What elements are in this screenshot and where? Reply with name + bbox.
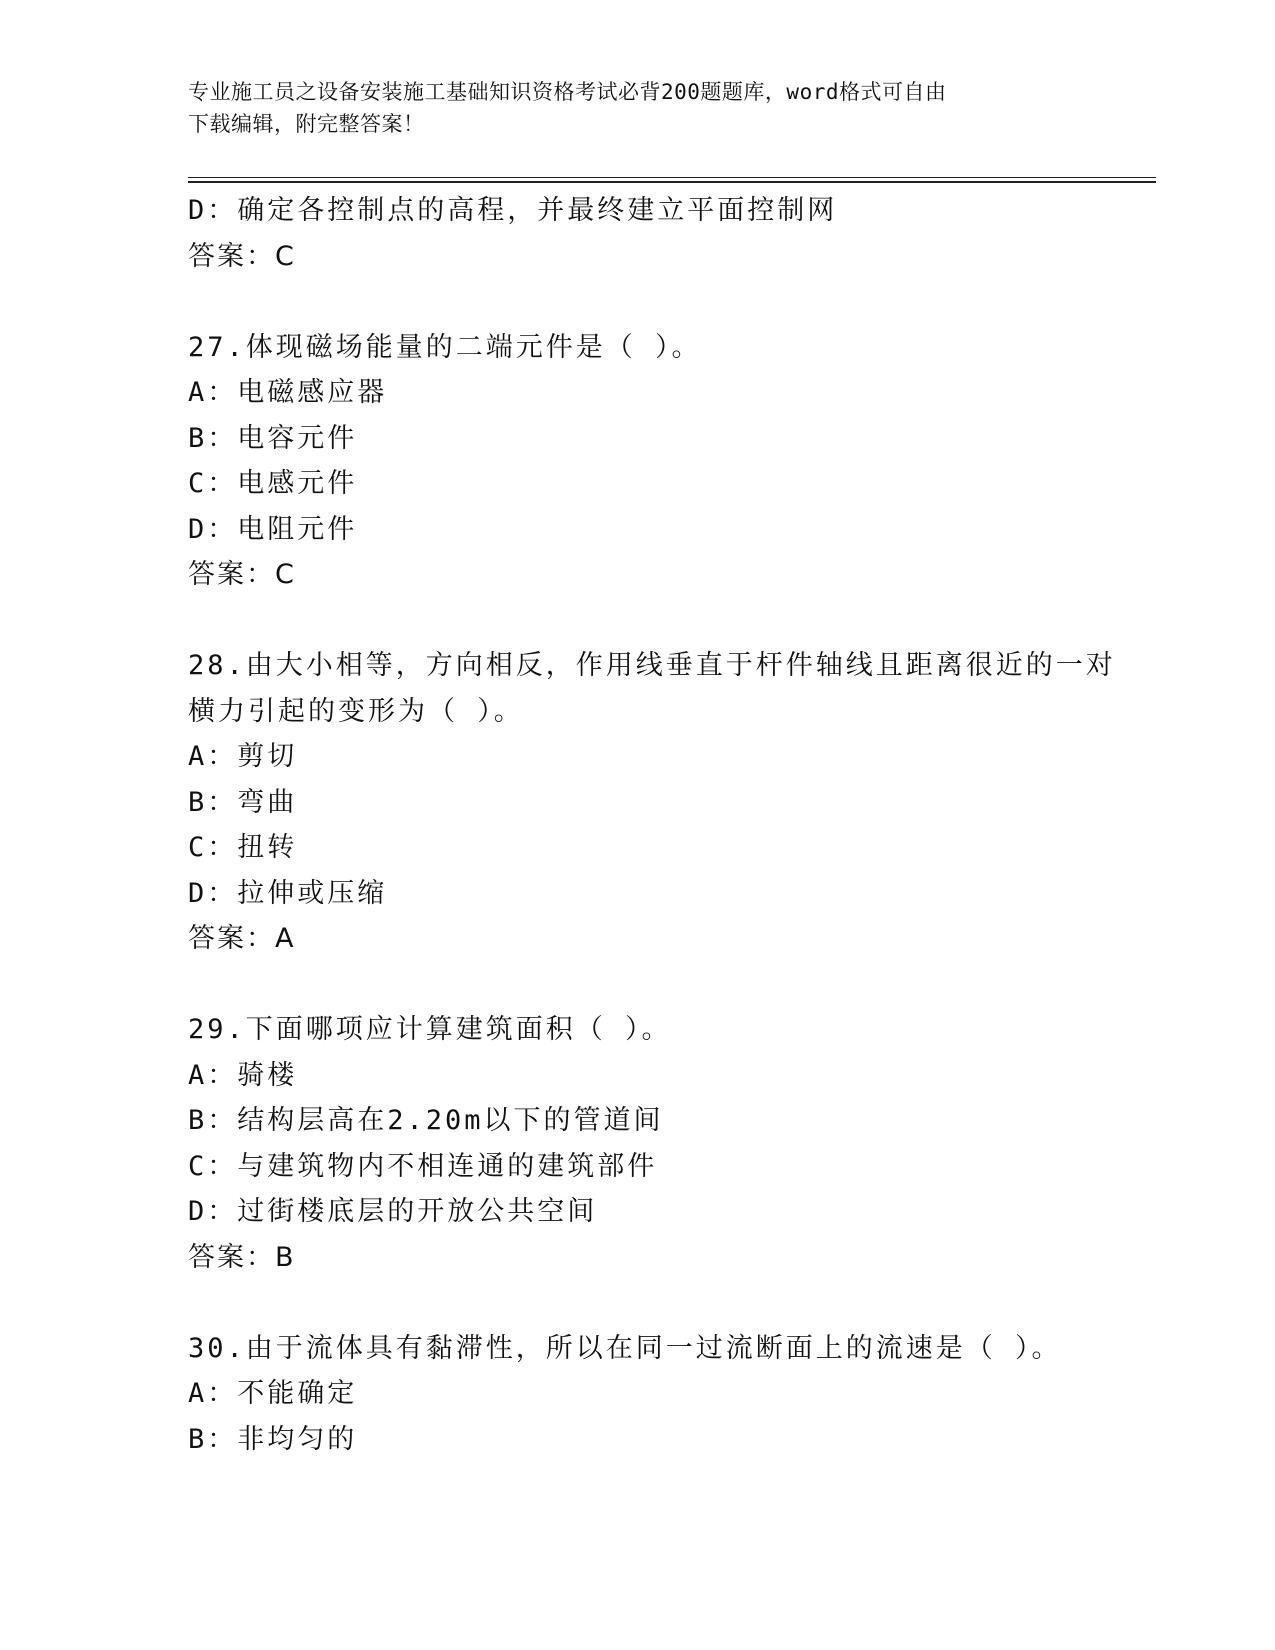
- q28-answer: 答案：A: [188, 923, 296, 954]
- q29-answer: 答案：B: [188, 1241, 296, 1273]
- q27-option-b: B：电容元件: [188, 422, 358, 454]
- divider-thin-line: [188, 177, 1156, 178]
- q27-option-a: A：电磁感应器: [188, 377, 388, 408]
- divider-thick-line: [188, 181, 1156, 183]
- q27-answer: 答案：C: [188, 559, 296, 590]
- q28-stem-line-2: 横力引起的变形为（ ）。: [188, 695, 524, 727]
- spacer: [188, 1280, 1158, 1326]
- q29-option-c: C：与建筑物内不相连通的建筑部件: [188, 1150, 658, 1182]
- q29-option-b: B：结构层高在2.20m以下的管道间: [188, 1105, 664, 1136]
- spacer: [188, 598, 1158, 644]
- q30-option-b: B：非均匀的: [188, 1423, 358, 1455]
- q29-stem: 29.下面哪项应计算建筑面积（ ）。: [188, 1014, 672, 1045]
- document-header: [188, 76, 1088, 140]
- header-line-2: 下载编辑，附完整答案！: [188, 112, 425, 136]
- question-list: [188, 188, 1158, 1462]
- spacer: [188, 962, 1158, 1008]
- q28-option-a: A：剪切: [188, 741, 298, 772]
- q29-option-a: A：骑楼: [188, 1059, 298, 1091]
- header-divider: [188, 177, 1156, 182]
- q27-option-d: D：电阻元件: [188, 513, 358, 545]
- q30-option-a: A：不能确定: [188, 1378, 358, 1409]
- q26-option-d: D：确定各控制点的高程，并最终建立平面控制网: [188, 195, 838, 226]
- q29-option-d: D：过街楼底层的开放公共空间: [188, 1196, 598, 1227]
- q28-option-d: D：拉伸或压缩: [188, 877, 388, 909]
- q27-option-c: C：电感元件: [188, 468, 358, 499]
- q28-stem-line-1: 28.由大小相等，方向相反，作用线垂直于杆件轴线且距离很近的一对: [188, 650, 1116, 681]
- header-line-1: 专业施工员之设备安装施工基础知识资格考试必背200题题库，word格式可自由: [188, 80, 947, 104]
- q30-stem: 30.由于流体具有黏滞性，所以在同一过流断面上的流速是（ ）。: [188, 1332, 1062, 1364]
- q27-stem: 27.体现磁场能量的二端元件是（ ）。: [188, 331, 702, 363]
- q28-option-b: B：弯曲: [188, 786, 298, 818]
- spacer: [188, 279, 1158, 325]
- q28-option-c: C：扭转: [188, 832, 298, 863]
- q26-answer: 答案：C: [188, 240, 296, 272]
